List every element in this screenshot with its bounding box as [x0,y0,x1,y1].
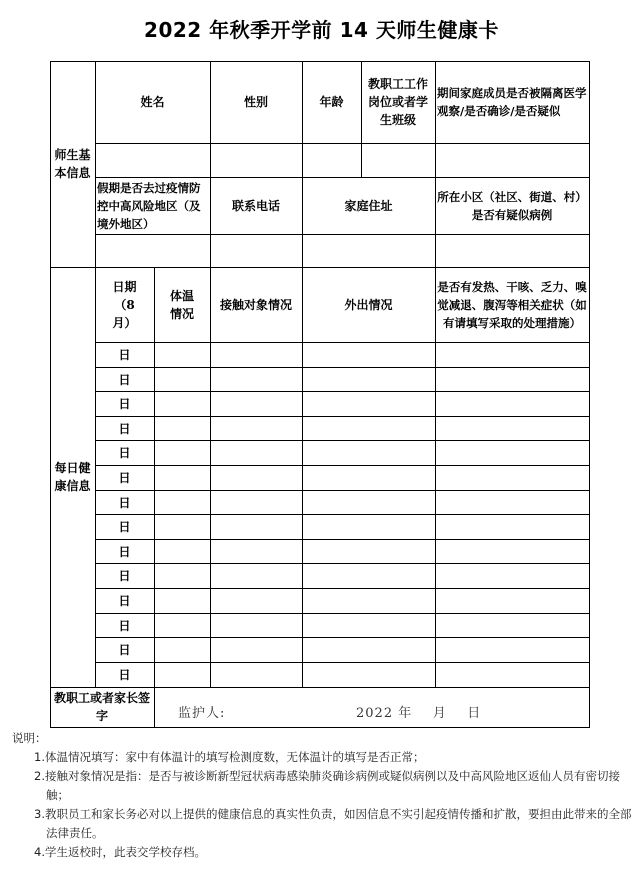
section-daily-text: 每日健康信息 [54,461,91,493]
grid-line [95,539,590,540]
header-family: 期间家庭成员是否被隔离医学观察/是否确诊/是否疑似 [437,86,587,118]
day-cell: 日 [118,667,131,682]
header-address: 家庭住址 [344,198,393,213]
header-contact: 接触对象情况 [219,297,292,312]
table-border [589,61,590,728]
grid-line [95,234,590,235]
guardian-label: 监护人: [178,706,226,721]
grid-line [95,563,590,564]
grid-line [50,687,590,688]
header-phone: 联系电话 [231,198,280,213]
grid-line [154,267,155,728]
grid-line [95,342,590,343]
grid-line [435,61,436,268]
header-outing: 外出情况 [344,297,393,312]
grid-line [95,465,590,466]
header-community: 所在小区（社区、街道、村）是否有疑似病例 [437,189,587,222]
grid-line [95,391,590,392]
header-temp: 体温情况 [169,288,194,321]
note-item: 4.学生返校时，此表交学校存档。 [34,845,206,859]
header-date: 日期（8月） [112,279,137,330]
day-cell: 日 [118,421,131,436]
table-border [50,727,590,728]
section-basic-label [50,61,95,267]
grid-line [95,490,590,491]
note-item: 1.体温情况填写：家中有体温计的填写检测度数，无体温计的填写是否正常； [34,750,425,764]
grid-line [302,61,303,268]
day-cell: 日 [118,347,131,362]
grid-line [210,267,211,688]
grid-line [95,613,590,614]
header-travel: 假期是否去过疫情防控中高风险地区（及境外地区） [97,180,201,231]
grid-line [95,588,590,589]
day-cell: 日 [118,519,131,534]
header-gender: 性别 [243,95,268,109]
grid-line [361,61,362,178]
health-card-table [50,61,589,727]
grid-line [95,637,590,638]
grid-line [95,662,590,663]
grid-line [95,416,590,417]
notes-heading: 说明： [12,731,47,745]
day-cell: 日 [118,470,131,485]
day-cell: 日 [118,372,131,387]
grid-line [302,267,303,688]
signature-label: 教职工或者家长签字 [53,691,150,723]
grid-line [50,267,590,268]
day-cell: 日 [118,495,131,510]
day-cell: 日 [118,396,131,411]
grid-line [95,367,590,368]
grid-line [95,177,590,178]
signature-date: 2022 年 月 日 [356,706,482,721]
day-cell: 日 [118,568,131,583]
header-name: 姓名 [140,95,165,109]
header-position: 教职工工作岗位或者学生班级 [367,77,428,127]
day-cell: 日 [118,642,131,657]
note-item: 2.接触对象情况是指：是否与被诊断新型冠状病毒感染肺炎确诊病例或疑似病例以及中高风险地区返仙人员有密切接触； [34,769,620,802]
day-cell: 日 [118,445,131,460]
section-basic-text: 师生基本信息 [54,148,91,180]
grid-line [210,61,211,268]
table-border [50,61,51,728]
header-symptoms: 是否有发热、干咳、乏力、嗅觉减退、腹泻等相关症状（如有请填写采取的处理措施） [437,279,587,330]
grid-line [95,440,590,441]
notes-section [12,729,632,862]
grid-line [435,267,436,688]
header-age: 年龄 [319,95,344,109]
page-title: 2022 年秋季开学前 14 天师生健康卡 [144,18,499,42]
grid-line [95,143,590,144]
grid-line [95,514,590,515]
table-border [50,61,590,62]
day-cell: 日 [118,593,131,608]
day-cell: 日 [118,544,131,559]
section-daily-label [50,267,95,687]
day-cell: 日 [118,618,131,633]
note-item: 3.教职员工和家长务必对以上提供的健康信息的真实性负责，如因信息不实引起疫情传播和扩散，要担由此带来的全部法律责任。 [34,807,632,840]
